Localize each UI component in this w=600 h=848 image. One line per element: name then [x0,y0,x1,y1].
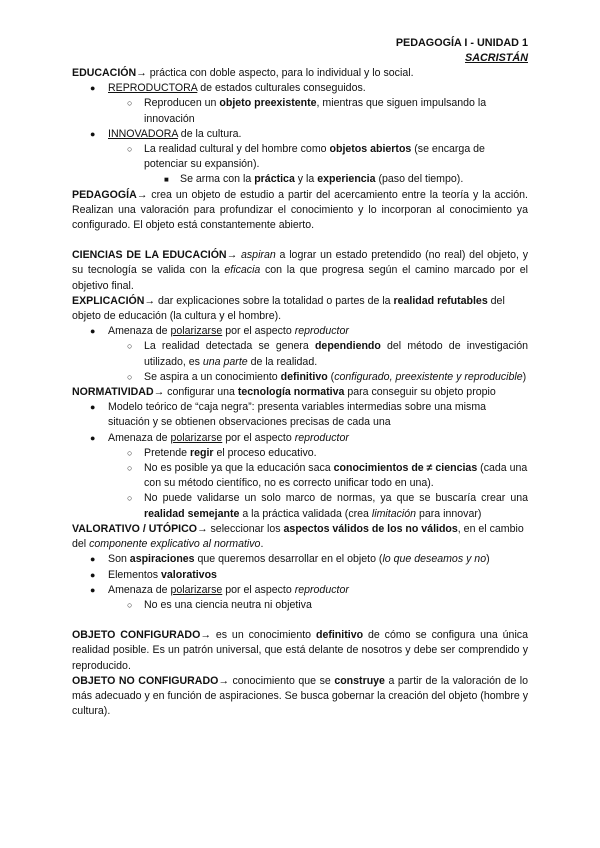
header-subtitle: SACRISTÁN [465,52,528,64]
arrow: → [226,249,238,262]
list-item [72,568,528,583]
header-title: PEDAGOGÍA I - UNIDAD 1 [395,37,528,49]
arrow: → [136,188,148,201]
item-text: que queremos desarrollar en el objeto ( [194,553,383,566]
item-text: La realidad cultural y del hombre como [144,143,330,156]
bold-text: valorativos [161,568,217,581]
list-item [72,598,528,613]
bullet-icon: ● [90,128,96,139]
definition-text: , en el cambio del [72,522,524,551]
item-text: ) [522,370,527,383]
bullet-icon: ● [90,432,96,443]
arrow: → [218,674,229,687]
circle-bullet-icon: ○ [127,463,133,474]
bold-text: aspiraciones [129,553,195,566]
term-educacion: EDUCACIÓN [72,67,137,79]
term-valorativo: VALORATIVO / UTÓPICO [72,522,197,535]
ciencias-paragraph [72,248,528,294]
definition-text: . [260,538,264,551]
item-text: ( [327,370,335,383]
term-objeto-no-configurado: OBJETO NO CONFIGURADO [72,674,219,687]
italic-text: configurado, preexistente y reproducible [334,370,523,383]
bold-text: realidad refutables [393,294,488,307]
bullet-icon: ● [90,326,96,337]
definition-text: dar explicaciones sobre la totalidad o partes de la [155,294,394,307]
item-text: No es posible ya que la educación saca [144,462,334,475]
italic-text: lo que deseamos y no [382,553,487,566]
valorativo-paragraph [72,522,528,552]
circle-bullet-icon: ○ [127,98,133,109]
item-text: y la [294,173,318,186]
bullet-icon: ● [90,402,96,413]
definition-text: crea un objeto de estudio a partir del acercamiento entre la teoría y la acción. Realizan una valoración para profundizar el conocimiento y lo incorporan al conocimiento ya configurado. El objeto está constantemente abierto. [72,188,528,232]
definition-text: a partir de la valoración de lo más adecuado y en función de aspiraciones. Se busca gobernar la creación del objeto (hombre y cultura). [72,674,528,718]
arrow: → [153,386,165,399]
item-text: No es una ciencia neutra ni objetiva [144,598,312,611]
item-text: a la práctica validada (crea [239,507,372,520]
italic-text: aspiran [240,249,276,262]
bold-text: conocimientos de ≠ ciencias [333,462,478,475]
bold-text: regir [189,446,214,459]
list-item [72,583,528,598]
square-bullet-icon: ■ [164,175,169,185]
list-item [72,400,528,430]
definition-text: para conseguir su objeto propio [344,386,496,399]
list-item [72,461,528,491]
item-text: Se arma con la [180,173,255,186]
italic-text: reproductor [294,583,349,596]
bold-text: experiencia [317,173,376,186]
bold-text: definitivo [315,629,364,642]
objeto-no-configurado-paragraph [72,674,528,720]
circle-bullet-icon: ○ [127,371,133,382]
normatividad-paragraph [72,385,528,400]
italic-text: reproductor [294,325,349,338]
arrow: → [196,522,208,535]
italic-text: limitación [371,507,417,520]
italic-text: componente explicativo al normativo [89,538,261,551]
bullet-icon: ● [90,83,96,94]
circle-bullet-icon: ○ [127,144,133,155]
list-item [72,142,528,172]
list-item [72,370,528,385]
list-item [72,552,528,567]
list-item [72,81,528,96]
item-text: (se encarga de potenciar su expansión). [144,143,485,171]
list-item [72,172,528,187]
item-text: de estados culturales conseguidos. [197,82,366,95]
definition-text: a lograr un estado pretendido (no real) del objeto, y su tecnología se valida con la [72,249,528,277]
bullet-icon: ● [90,584,96,595]
bold-text: objeto preexistente [219,97,317,110]
bold-text: realidad semejante [144,507,240,520]
item-text: el proceso educativo. [213,446,317,459]
document-page [72,36,528,719]
item-text: por el aspecto [222,583,295,596]
definition-text: práctica con doble aspecto, para lo individual y lo social. [146,67,414,79]
explicacion-paragraph [72,294,528,324]
item-text: Pretende [144,446,190,459]
term-ciencias: CIENCIAS DE LA EDUCACIÓN [72,249,227,262]
bold-text: dependiendo [314,340,381,353]
item-text: Son [108,553,130,566]
item-text: Amenaza de [108,325,171,338]
bold-text: definitivo [280,370,328,383]
item-text: Elementos [108,568,161,581]
bullet-icon: ● [90,554,96,565]
valorativo-list [72,552,528,613]
bold-text: objetos abiertos [329,143,412,156]
definition-text: es un conocimiento [210,629,316,642]
bold-text: tecnología normativa [237,386,345,399]
italic-text: una parte [202,355,248,368]
item-text: del método de investigación utilizado, es [144,340,528,368]
bold-text: práctica [254,173,295,186]
educacion-paragraph [72,66,528,81]
list-item [72,339,528,369]
explicacion-list [72,324,528,385]
item-text: , mientras que siguen impulsando la innovación [144,97,487,125]
definition-text: configurar una [164,386,238,399]
arrow: → [144,294,155,307]
pedagogia-paragraph [72,188,528,234]
definition-text: seleccionar los [207,522,284,535]
circle-bullet-icon: ○ [127,493,133,504]
circle-bullet-icon: ○ [127,447,133,458]
bold-text: construye [334,674,385,687]
bullet-icon: ● [90,569,96,580]
item-text: (paso del tiempo). [375,173,464,186]
term-explicacion: EXPLICACIÓN [72,294,145,307]
item-text: No puede validarse un solo marco de normas, ya que se buscaría crear una [144,492,528,505]
italic-text: reproductor [294,431,349,444]
underlined-term: INNOVADORA [108,127,178,140]
list-item [72,96,528,126]
definition-text: con la que progresa según el camino marcado por el objetivo final. [72,264,529,292]
list-item [72,324,528,339]
term-pedagogia: PEDAGOGÍA [72,188,137,201]
item-text: por el aspecto [222,431,295,444]
underlined-term: polarizarse [170,325,223,338]
circle-bullet-icon: ○ [127,341,133,352]
item-text: de la realidad. [247,355,318,368]
list-item [72,431,528,446]
normatividad-list [72,400,528,522]
underlined-term: REPRODUCTORA [108,82,198,95]
bold-text: aspectos válidos de los no válidos [283,522,458,535]
item-text: Amenaza de [108,431,171,444]
definition-text: del objeto de educación (la cultura y el hombre). [72,294,505,323]
item-text: Modelo teórico de “caja negra”: presenta variables intermedias sobre una misma situación y se obtienen observaciones precisas de cada una [108,401,487,429]
list-item [72,446,528,461]
definition-text: de cómo se configura una única realidad posible. Es un patrón universal, que está delante de nosotros y debe ser comprendido y reproducido. [72,629,528,672]
term-objeto-configurado: OBJETO CONFIGURADO [72,629,201,642]
item-text: Reproducen un [144,97,220,110]
definition-text: conocimiento que se [228,674,335,687]
objeto-configurado-paragraph [72,628,528,674]
arrow: → [136,67,147,79]
educacion-list [72,81,528,187]
list-item [72,491,528,521]
underlined-term: polarizarse [170,583,223,596]
circle-bullet-icon: ○ [127,599,133,610]
item-text: ) [486,553,490,566]
item-text: de la cultura. [177,127,242,140]
list-item [72,127,528,142]
page-header [72,36,528,66]
item-text: para innovar) [416,507,482,520]
underlined-term: polarizarse [170,431,223,444]
item-text: por el aspecto [222,325,295,338]
item-text: (cada una con su método científico, no es correcto unificar todo en una). [144,462,528,490]
arrow: → [200,629,211,642]
item-text: La realidad detectada se genera [144,340,315,353]
item-text: Amenaza de [108,583,171,596]
term-normatividad: NORMATIVIDAD [72,386,154,399]
italic-text: eficacia [224,264,261,277]
item-text: Se aspira a un conocimiento [144,370,281,383]
